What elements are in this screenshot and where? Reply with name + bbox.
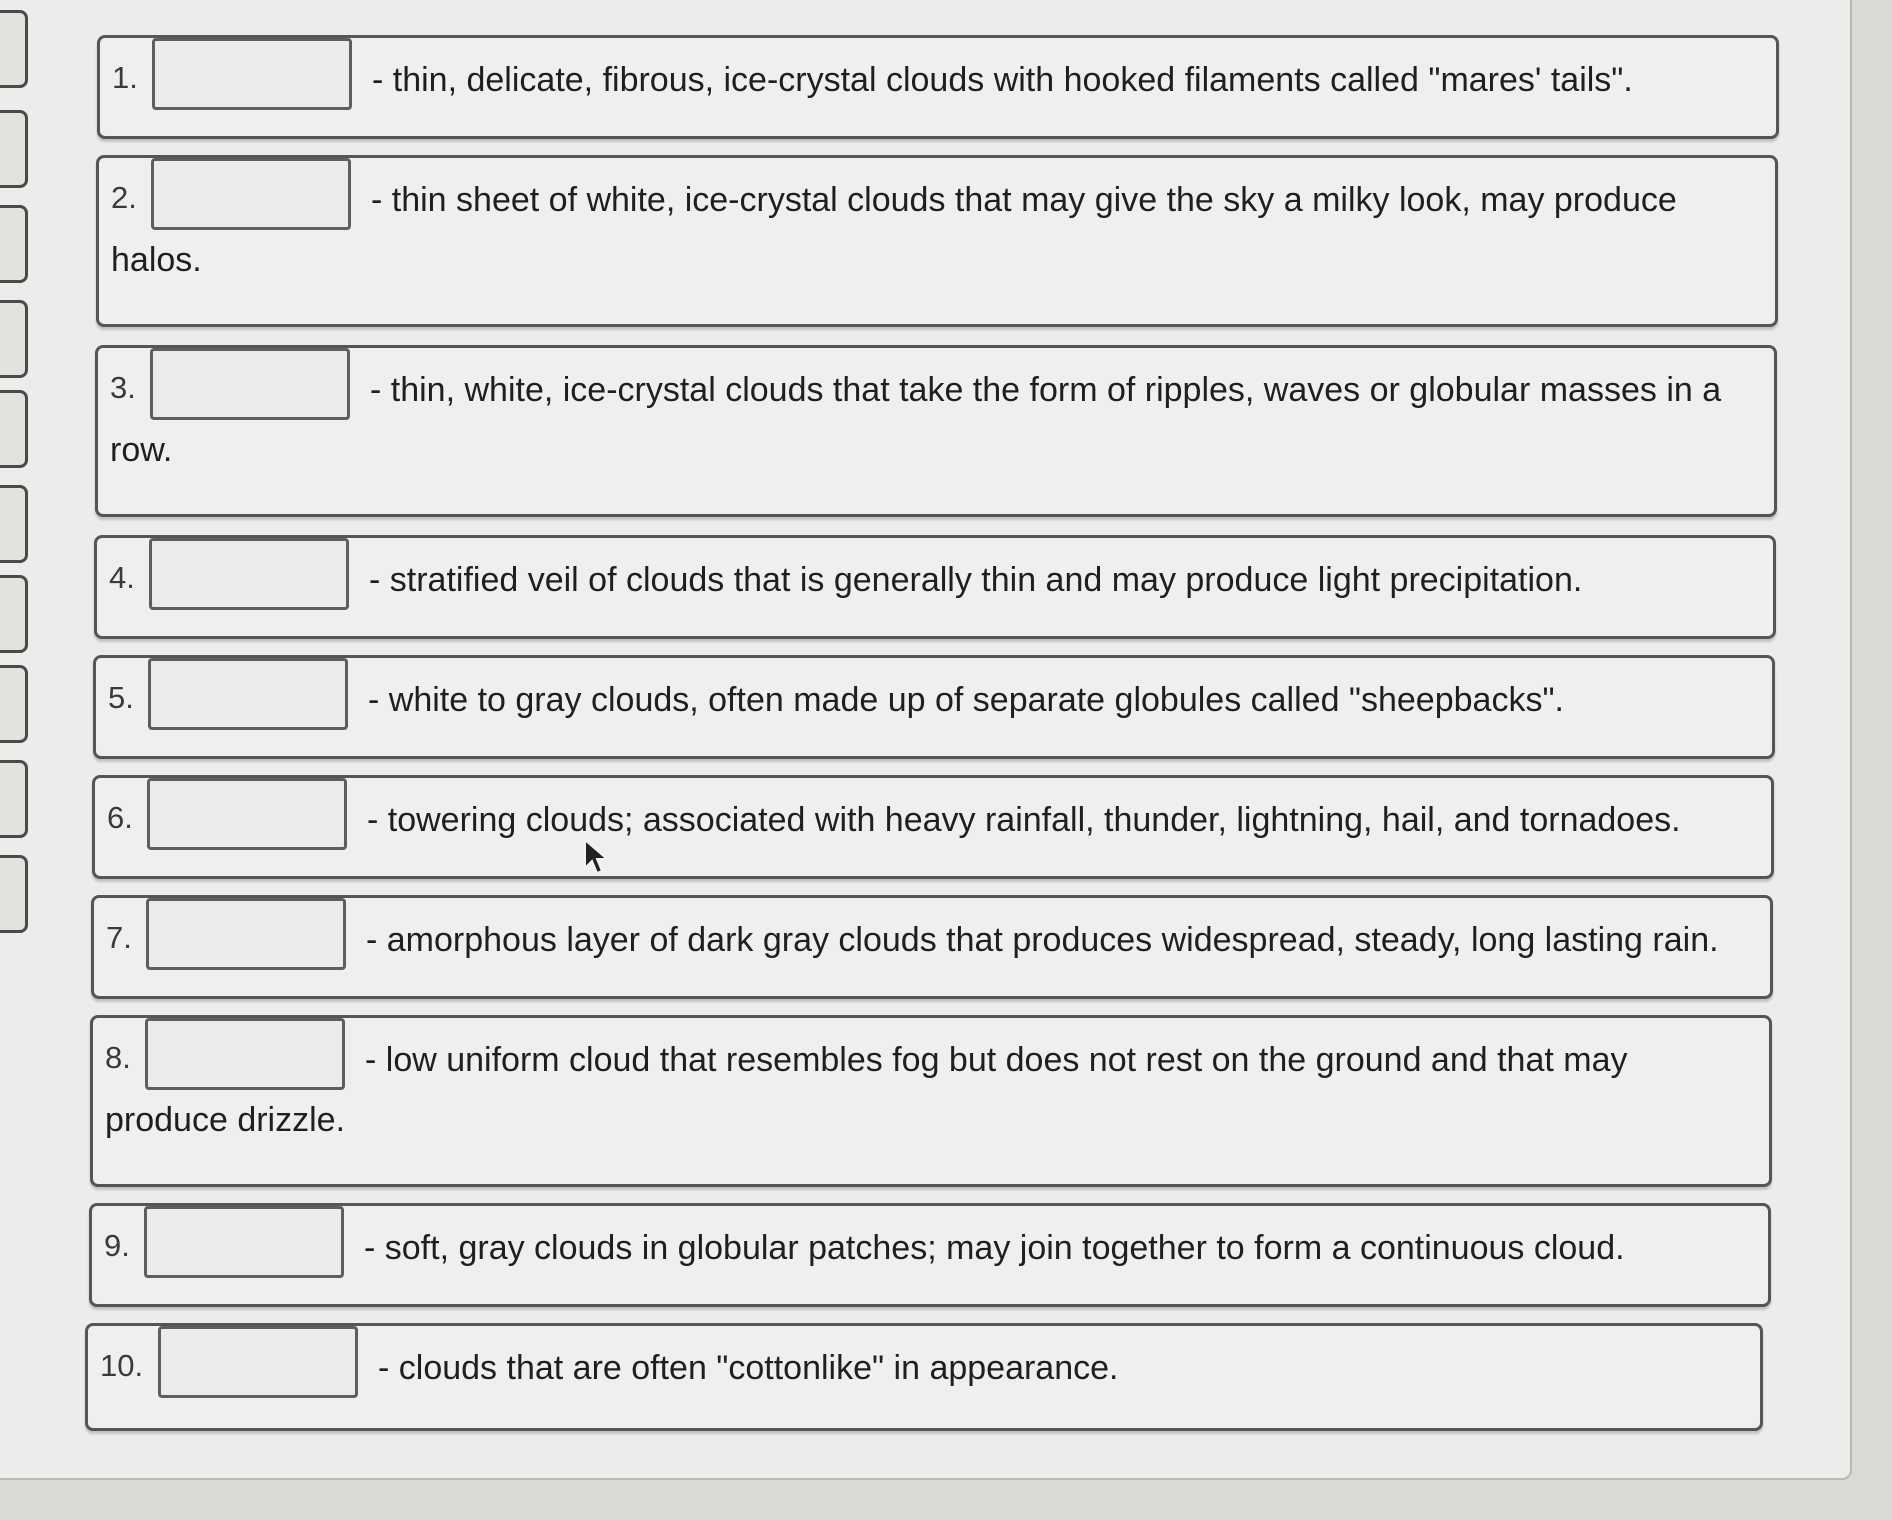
question-text: - amorphous layer of dark gray clouds that produces widespread, steady, long lasting rain. — [366, 921, 1719, 959]
question-number: 5. — [108, 680, 134, 715]
question-number: 2. — [111, 180, 137, 215]
question-number: 8. — [105, 1040, 131, 1075]
question-number: 10. — [100, 1348, 144, 1383]
question-text: - clouds that are often "cottonlike" in appearance. — [378, 1349, 1119, 1387]
question-row — [93, 655, 1775, 759]
question-row — [85, 1323, 1763, 1431]
answer-drop-box[interactable] — [147, 778, 347, 850]
question-text: - thin, white, ice-crystal clouds that take the form of ripples, waves or globular masses in a — [370, 371, 1722, 409]
question-number: 6. — [107, 800, 133, 835]
question-text: - soft, gray clouds in globular patches; may join together to form a continuous cloud. — [364, 1229, 1625, 1267]
answer-drop-box[interactable] — [152, 38, 352, 110]
question-row — [91, 895, 1773, 999]
question-number: 4. — [109, 560, 135, 595]
answer-drop-box[interactable] — [158, 1326, 358, 1398]
question-text-continued: row. — [110, 431, 173, 469]
question-row — [96, 155, 1778, 327]
question-text: - towering clouds; associated with heavy rainfall, thunder, lightning, hail, and tornadoes. — [367, 801, 1681, 839]
question-number: 7. — [106, 920, 132, 955]
question-number: 9. — [104, 1228, 130, 1263]
mouse-pointer-icon — [583, 838, 609, 876]
question-row — [97, 35, 1779, 139]
answer-drop-box[interactable] — [146, 898, 346, 970]
answer-drop-box[interactable] — [149, 538, 349, 610]
question-text: - thin, delicate, fibrous, ice-crystal clouds with hooked filaments called "mares' tails". — [372, 61, 1633, 99]
question-row — [95, 345, 1777, 517]
question-text: - low uniform cloud that resembles fog but does not rest on the ground and that may — [365, 1041, 1628, 1079]
question-number: 3. — [110, 370, 136, 405]
question-row — [94, 535, 1776, 639]
answer-drop-box[interactable] — [151, 158, 351, 230]
question-text-continued: halos. — [111, 241, 202, 279]
question-row — [89, 1203, 1771, 1307]
answer-drop-box[interactable] — [145, 1018, 345, 1090]
answer-drop-box[interactable] — [148, 658, 348, 730]
answer-drop-box[interactable] — [144, 1206, 344, 1278]
question-text: - stratified veil of clouds that is generally thin and may produce light precipitation. — [369, 561, 1583, 599]
question-text: - white to gray clouds, often made up of separate globules called "sheepbacks". — [368, 681, 1564, 719]
question-number: 1. — [112, 60, 138, 95]
question-text-continued: produce drizzle. — [105, 1101, 346, 1139]
answer-drop-box[interactable] — [150, 348, 350, 420]
question-text: - thin sheet of white, ice-crystal clouds that may give the sky a milky look, may produce — [371, 181, 1677, 219]
question-row — [90, 1015, 1772, 1187]
question-row — [92, 775, 1774, 879]
